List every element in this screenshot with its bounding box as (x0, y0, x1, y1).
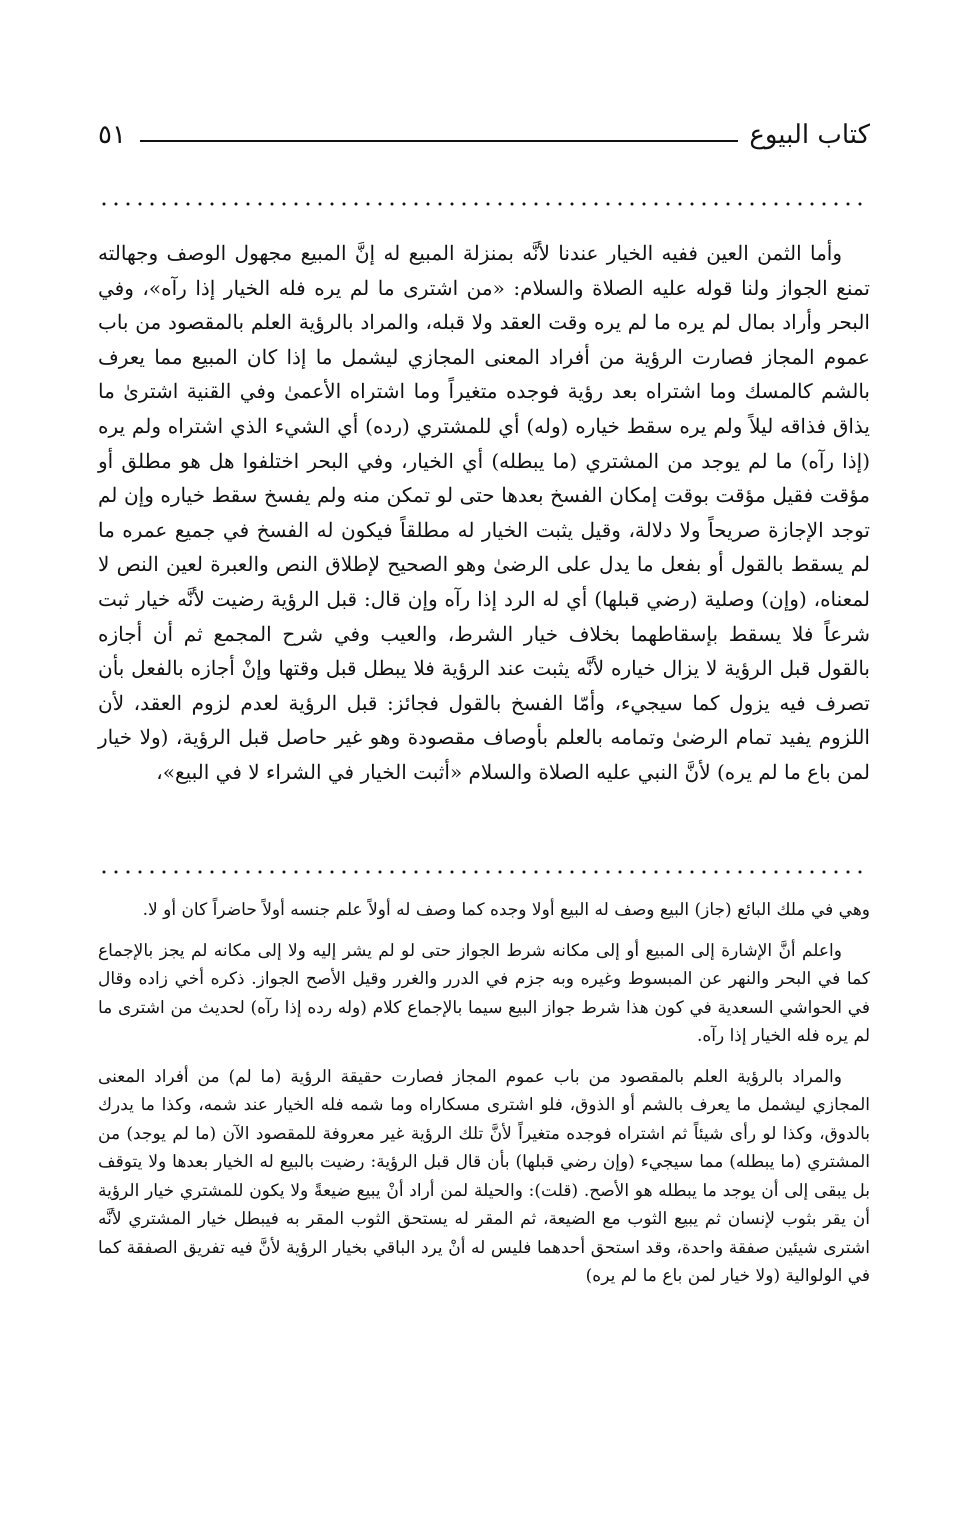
commentary-paragraph-1: وهي في ملك البائع (جاز) البيع وصف له البيع أولا وجده كما وصف له أولاً علم جنسه أولاً حاضراً كان أو لا. (142, 900, 870, 920)
commentary-paragraph-3: والمراد بالرؤية العلم بالمقصود من باب عموم المجاز فصارت حقيقة الرؤية (ما لم) من أفراد المعنى المجازي ليشمل ما يعرف بالشم أو الذوق، فلو اشترى مسكاراه وما شمه فله الخيار عند شمه، وكذا ما يدرك بالدوق، وكذا لو رأى شيئاً ثم اشتراه فوجده متغيراً لأنَّ تلك الرؤية غير معروفة للمقصود الآن (ما لم يوجد) من المشتري (ما يبطله) مما سيجيء (وإن رضي قبلها) بأن قال قبل الرؤية: رضيت بالبيع له الخيار بعدها ولا يتوقف بل يبقى إلى أن يوجد ما يبطله هو الأصح. (قلت): والحيلة لمن أراد أنْ يبيع ضيعةً ولا يكون للمشتري خيار الرؤية أن يقر بثوب لإنسان ثم يبيع الثوب مع الضيعة، ثم المقر له يستحق الثوب المقر به فيبطل خيار المشتري لأنَّه اشترى شيئين صفقة واحدة، وقد استحق أحدهما فليس له أنْ يرد الباقي بخيار الرؤية لأنَّ فيه تفريق الصفقة كما في الولوالية (ولا خيار لمن باع ما لم يره) (98, 1066, 870, 1286)
running-header (98, 118, 870, 158)
main-text: وأما الثمن العين ففيه الخيار عندنا لأنَّه بمنزلة المبيع له إنَّ المبيع مجهول الوصف وجهالته تمنع الجواز ولنا قوله عليه الصلاة والسلام: «من اشترى ما لم يره فله الخيار إذا رآه»، وفي البحر وأراد بمال لم يره ما لم يره وقت العقد ولا قبله، والمراد بالرؤية العلم بالمقصود من باب عموم المجاز فصارت الرؤية من أفراد المعنى المجازي ليشمل ما إذا كان المبيع مما يعرف بالشم كالمسك وما اشتراه بعد رؤية فوجده متغيراً وما اشتراه الأعمىٰ وفي القنية اشترىٰ ما يذاق فذاقه ليلاً ولم يره سقط خياره (وله) أي للمشتري (رده) أي الشيء الذي اشتراه ولم يره (إذا رآه) ما لم يوجد من المشتري (ما يبطله) أي الخيار، وفي البحر اختلفوا هل هو مطلق أو مؤقت فقيل مؤقت بوقت إمكان الفسخ بعدها حتى لو تمكن منه ولم يفسخ سقط خياره وإن لم توجد الإجازة صريحاً ولا دلالة، وقيل يثبت الخيار له مطلقاً فيكون له الفسخ في جميع عمره ما لم يسقط بالقول أو بفعل ما يدل على الرضىٰ وهو الصحيح لإطلاق النص والعبرة لعين النص لا لمعناه، (وإن) وصلية (رضي قبلها) أي له الرد إذا رآه وإن قال: قبل الرؤية رضيت لأنَّه خيار ثبت شرعاً فلا يسقط بإسقاطهما بخلاف خيار الشرط، والعيب وفي شرح المجمع ثم أن أجازه بالقول قبل الرؤية لا يزال خياره لأنَّه يثبت عند الرؤية فلا يبطل قبل وقتها وإنْ أجازه بالفعل بأن تصرف فيه يزول كما سيجيء، وأمّا الفسخ بالقول فجائز: قبل الرؤية لعدم لزوم العقد، لأن اللزوم يفيد تمام الرضىٰ وتمامه بالعلم بأوصاف مقصودة وهو غير حاصل قبل الرؤية، (ولا خيار لمن باع ما لم يره) لأنَّ النبي عليه الصلاة والسلام «أثبت الخيار في الشراء لا في البيع»، (98, 241, 870, 784)
commentary-section (98, 896, 870, 1303)
dotted-separator-middle (98, 868, 870, 876)
chapter-title: كتاب البيوع (749, 120, 870, 150)
page-number: ٥١ (98, 120, 126, 150)
dotted-separator-top (98, 200, 870, 208)
header-rule (140, 140, 738, 142)
commentary-paragraph-2: واعلم أنَّ الإشارة إلى المبيع أو إلى مكانه شرط الجواز حتى لو لم يشر إليه ولا إلى مكانه لم يجز بالإجماع كما في البحر والنهر عن المبسوط وغيره وبه جزم في الدرر والغرر وقيل الأصح الجواز. ذكره أخي زاده وقال في الحواشي السعدية في كون هذا شرط جواز البيع سيما بالإجماع كلام (وله رده إذا رآه) لحديث من اشترى ما لم يره فله الخيار إذا رآه. (98, 940, 870, 1046)
